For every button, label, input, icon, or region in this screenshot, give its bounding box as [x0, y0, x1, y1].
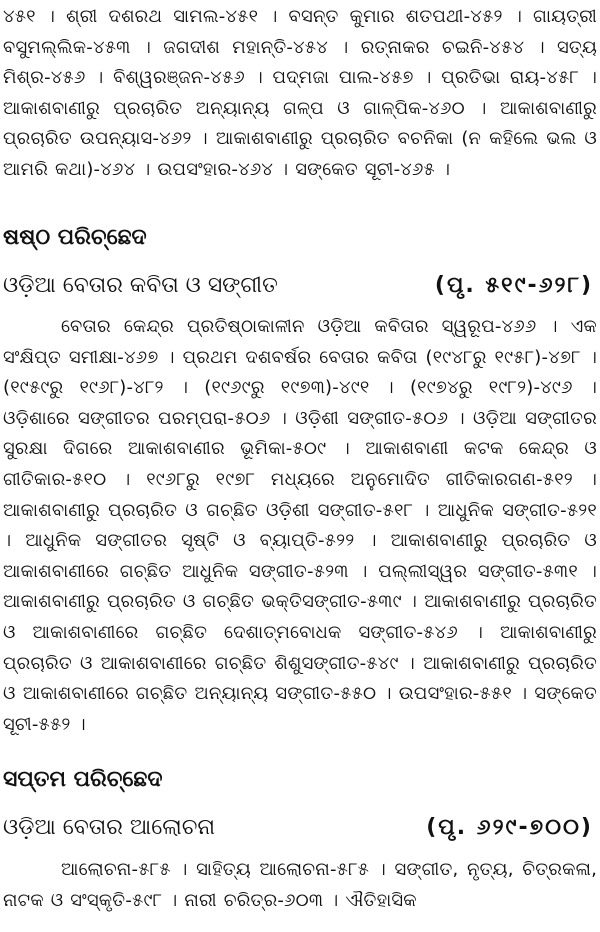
intro-paragraph: ୪୫୧ । ଶ୍ରୀ ଦଶରଥ ସାମଲ-୪୫୧ । ବସନ୍ତ କୁମାର ଶତପଥୀ-୪୫୨ । ଗାୟତ୍ରୀ ବସୁମଲ୍ଲିକ-୪୫୩ । ଜଗଦୀଶ ମହାନ୍ତି-୪୫୪ । ରତ୍ନାକର ଚଇନି-୪୫୪ । ସତ୍ୟ ମିଶ୍ର-୪୫୬ । ବିଶ୍ୱରଞ୍ଜନ-୪୫୬ । ପଦ୍ମଜା ପାଲ-୪୫୭ । ପ୍ରତିଭା ରାୟ-୪୫୮ । ଆକାଶବାଣୀରୁ ପ୍ରଚାରିତ ଅନ୍ୟାନ୍ୟ ଗଳ୍ପ ଓ ଗାଳ୍ପିକ-୪୬୦ । ଆକାଶବାଣୀରୁ ପ୍ରଚାରିତ ଉପନ୍ୟାସ-୪୬୨ । ଆକାଶବାଣୀରୁ ପ୍ରଚାରିତ ବଚନିକା (ନ କହିଲେ ଭଲ ଓ ଆମରି କଥା)-୪୬୪ । ଉପସଂହାର-୪୬୪ । ସଙ୍କେତ ସୂଚୀ-୪୬୫ । — [3, 6, 597, 180]
chapter7-page-range: (ପୃ. ୬୨୯-୭୦୦) — [426, 815, 593, 840]
chapter6-heading: ଷଷ୍ଠ ପରିଚ୍ଛେଦ — [3, 225, 147, 250]
chapter6-title: ଓଡ଼ିଆ ବେତାର କବିତା ଓ ସଙ୍ଗୀତ — [3, 273, 278, 298]
chapter7-title: ଓଡ଼ିଆ ବେତାର ଆଲୋଚନା — [3, 815, 216, 840]
chapter6-body: ବେତାର କେନ୍ଦ୍ର ପ୍ରତିଷ୍ଠାକାଳୀନ ଓଡ଼ିଆ କବିତାର ସ୍ୱରୂପ-୪୬୬ । ଏକ ସଂକ୍ଷିପ୍ତ ସମୀକ୍ଷା-୪୬୭ । ପ୍ରଥମ ଦଶବର୍ଷର ବେତାର କବିତା (୧୯୪୮ରୁ ୧୯୫୮)-୪୭୮ । (୧୯୫୯ରୁ ୧୯୬୮)-୪୮୨ । (୧୯୬୯ରୁ ୧୯୭୩)-୪୯୧ । (୧୯୭୪ରୁ ୧୯୮୨)-୪୯୬ । ଓଡ଼ିଶାରେ ସଙ୍ଗୀତର ପରମ୍ପରା-୫୦୬ । ଓଡ଼ିଶୀ ସଙ୍ଗୀତ-୫୦୬ । ଓଡ଼ିଆ ସଙ୍ଗୀତର ସୁରକ୍ଷା ଦିଗରେ ଆକାଶବାଣୀର ଭୂମିକା-୫୦୯ । ଆକାଶବାଣୀ କଟକ କେନ୍ଦ୍ର ଓ ଗୀତିକାର-୫୧୦ । ୧୯୬୮ରୁ ୧୯୭୮ ମଧ୍ୟରେ ଅନୁମୋଦିତ ଗୀତିକାରଗଣ-୫୧୨ । ଆକାଶବାଣୀରୁ ପ୍ରଚାରିତ ଓ ଗଚ୍ଛିତ ଓଡ଼ିଶୀ ସଙ୍ଗୀତ-୫୧୮ । ଆଧୁନିକ ସଙ୍ଗୀତ-୫୨୧ । ଆଧୁନିକ ସଙ୍ଗୀତର ସୃଷ୍ଟି ଓ ବ୍ୟାପ୍ତି-୫୨୨ । ଆକାଶବାଣୀରୁ ପ୍ରଚାରିତ ଓ ଆକାଶବାଣୀରେ ଗଚ୍ଛିତ ଆଧୁନିକ ସଙ୍ଗୀତ-୫୨୩ । ପଲ୍ଲୀସ୍ୱର ସଙ୍ଗୀତ-୫୩୧ । ଆକାଶବାଣୀରୁ ପ୍ରଚାରିତ ଓ ଗଚ୍ଛିତ ଭକ୍ତିସଙ୍ଗୀତ-୫୩୯ । ଆକାଶବାଣୀରୁ ପ୍ରଚାରିତ ଓ ଆକାଶବାଣୀରେ ଗଚ୍ଛିତ ଦେଶାତ୍ମବୋଧକ ସଙ୍ଗୀତ-୫୪୬ । ଆକାଶବାଣୀରୁ ପ୍ରଚାରିତ ଓ ଆକାଶବାଣୀରେ ଗଚ୍ଛିତ ଶିଶୁସଙ୍ଗୀତ-୫୪୯ । ଆକାଶବାଣୀରୁ ପ୍ରଚାରିତ ଓ ଆକାଶବାଣୀରେ ଗଚ୍ଛିତ ଅନ୍ୟାନ୍ୟ ସଙ୍ଗୀତ-୫୫୦ । ଉପସଂହାର-୫୫୧ । ସଙ୍କେତ ସୂଚୀ-୫୫୨ । — [3, 316, 597, 735]
chapter6-title-row — [3, 270, 593, 302]
chapter7-body: ଆଲୋଚନା-୫୮୫ । ସାହିତ୍ୟ ଆଲୋଚନା-୫୮୫ । ସଙ୍ଗୀତ, ନୃତ୍ୟ, ଚିତ୍ରକଳା, ନାଟକ ଓ ସଂସ୍କୃତି-୫୯୮ । ନାରୀ ଚରିତ୍ର-୬୦୩ । ଐତିହାସିକ — [3, 859, 597, 911]
chapter7-title-row — [3, 812, 593, 844]
chapter6-page-range: (ପୃ. ୫୧୯-୬୨୮) — [434, 273, 593, 298]
chapter7-heading: ସପ୍ତମ ପରିଚ୍ଛେଦ — [3, 767, 163, 792]
